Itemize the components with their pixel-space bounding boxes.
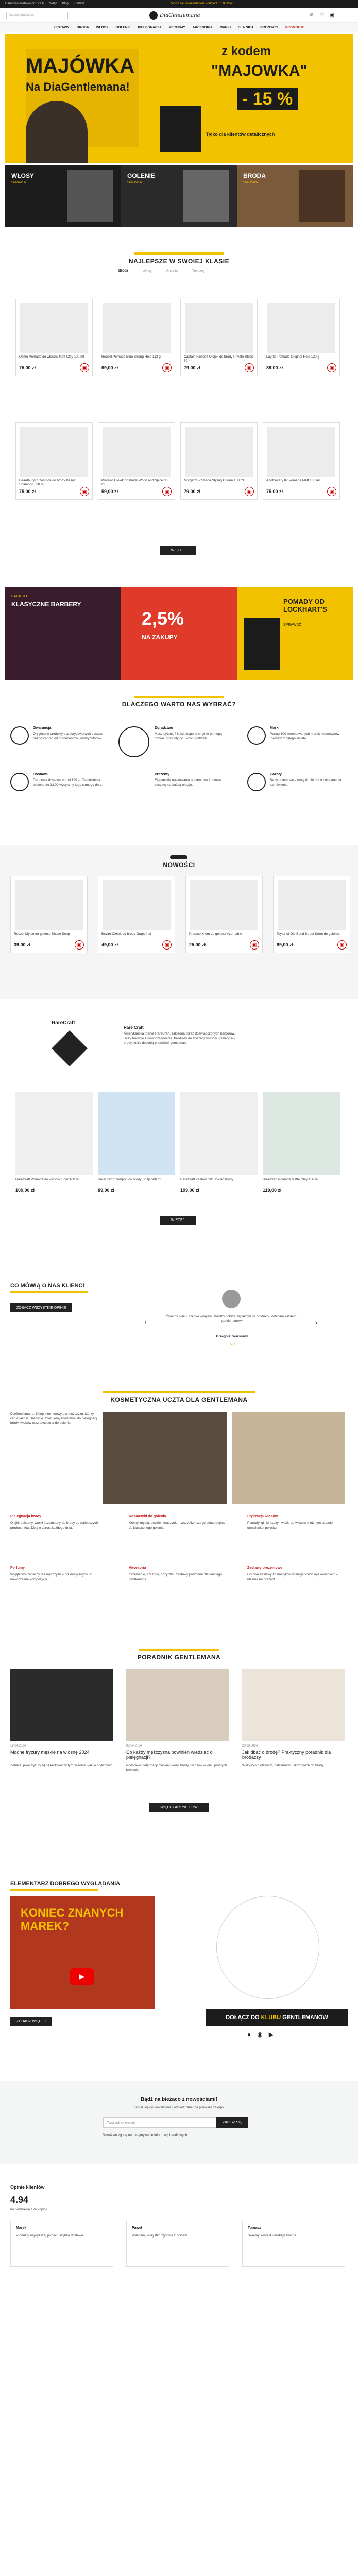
video-section <box>0 1875 358 2061</box>
product-price: 75,00 zł <box>19 365 36 370</box>
truck-icon <box>10 773 29 791</box>
top-link[interactable]: Darmowa dostawa od 199 zł <box>5 2 44 5</box>
product-image[interactable] <box>15 880 83 930</box>
newsletter-subtitle: Zapisz się do newslettera i odbierz rabat na pierwsze zakupy. <box>133 2106 225 2109</box>
product-name[interactable]: Taylor of Old Bond Street Krem do golenia <box>277 932 339 936</box>
sketch-illustration <box>216 1896 319 1999</box>
opinions-section <box>0 2174 358 2329</box>
banner-label: GOLENIE <box>127 172 156 179</box>
banner-cta[interactable]: SPRAWDŹ <box>11 181 27 184</box>
bestsellers-section <box>0 237 358 546</box>
nav-item[interactable]: PROMOCJE <box>285 25 305 29</box>
hero-product-image <box>160 106 201 152</box>
product-name[interactable]: Osmo Pomada do włosów Matt Clay 100 ml <box>19 355 84 359</box>
shield-icon <box>10 726 29 745</box>
more-articles-button[interactable]: WIĘCEJ ARTYKUŁÓW <box>149 1803 209 1812</box>
why-title: Doradztwo <box>155 726 173 730</box>
banner-cta[interactable]: SPRAWDŹ <box>127 181 143 184</box>
add-to-cart-icon[interactable]: ▣ <box>327 487 336 496</box>
product-name[interactable]: Reuzel Pomada Blue Strong Hold 113 g <box>101 355 161 359</box>
article-title[interactable]: Modne fryzury męskie na wiosnę 2024 <box>10 1750 90 1755</box>
article-title[interactable]: Jak dbać o brodę? Praktyczny poradnik dla brodaczy <box>242 1750 331 1760</box>
prev-arrow-icon[interactable]: ‹ <box>144 1319 146 1326</box>
tab-shaving[interactable]: Golenie <box>166 269 178 273</box>
product-card[interactable] <box>263 422 340 500</box>
add-to-cart-icon[interactable]: ▣ <box>162 940 172 950</box>
hero-code-label: z kodem <box>221 44 271 58</box>
article-date: 12.04.2024 <box>10 1744 26 1748</box>
product-card[interactable] <box>15 299 93 376</box>
product-image[interactable] <box>267 427 335 477</box>
opinion-text: Polecam, wszystko zgodnie z opisem. <box>132 2234 189 2238</box>
facebook-icon[interactable]: ● <box>247 2031 251 2038</box>
add-to-cart-icon[interactable]: ▣ <box>162 487 172 496</box>
hero-man-image <box>26 101 88 163</box>
about-col-title: Zestawy prezentowe <box>247 1566 283 1570</box>
product-name[interactable]: Apothecary 87 Pomada Matt 100 ml <box>266 479 320 482</box>
product-card[interactable] <box>10 876 88 953</box>
youtube-icon[interactable]: ▶ <box>268 2031 274 2038</box>
nav-item[interactable]: BRODA <box>76 25 89 29</box>
promo-banner[interactable] <box>237 587 353 680</box>
product-name[interactable]: Proraso Krem do golenia Azur Lime <box>189 932 242 936</box>
brand-product[interactable] <box>180 1092 258 1175</box>
about-col-title: Perfumy <box>10 1566 25 1570</box>
about-image <box>103 1412 227 1504</box>
all-reviews-button[interactable]: ZOBACZ WSZYSTKIE OPINIE <box>10 1303 72 1312</box>
category-banner-shaving[interactable] <box>121 165 237 227</box>
promo-sub: SPRAWDŹ <box>283 623 301 627</box>
join-highlight: KLUBU <box>261 2014 281 2021</box>
review-author: Grzegorz, Warszawa <box>216 1335 249 1338</box>
about-image <box>232 1412 345 1504</box>
nav-item[interactable]: DLA NIEJ <box>237 25 253 29</box>
product-price: 75,00 zł <box>19 489 36 494</box>
product-image[interactable] <box>20 427 88 477</box>
add-to-cart-icon[interactable]: ▣ <box>245 487 254 496</box>
brand-logo-icon <box>52 1030 88 1066</box>
article-date: 05.04.2024 <box>126 1744 142 1748</box>
product-price: 75,00 zł <box>266 489 283 494</box>
promo-banner[interactable] <box>121 587 237 680</box>
add-to-cart-icon[interactable]: ▣ <box>80 363 89 372</box>
section-title: NOWOŚCI <box>163 861 195 869</box>
add-to-cart-icon[interactable]: ▣ <box>75 940 84 950</box>
search-input[interactable]: Szukaj produktów... <box>6 12 68 19</box>
section-title: ELEMENTARZ DOBREGO WYGLĄDANIA <box>10 1880 121 1887</box>
opinions-score: 4.94 <box>10 2195 29 2205</box>
hero-banner[interactable] <box>5 34 353 163</box>
hero-code: "MAJOWKA" <box>211 62 308 79</box>
section-title: DLACZEGO WARTO NAS WYBRAĆ? <box>122 701 236 708</box>
opinion-author: Tomasz <box>248 2226 261 2230</box>
logo-icon[interactable] <box>149 11 158 20</box>
video-more-button[interactable]: ZOBACZ WIĘCEJ <box>10 2017 52 2026</box>
promo-sub: NA ZAKUPY <box>142 634 178 641</box>
article-image[interactable] <box>126 1669 229 1741</box>
about-col-text: Olejki, balsamy, woski i szampony do brody od najlepszych producentów. Dbaj o zarost każdego dnia. <box>10 1521 98 1530</box>
brand-product[interactable] <box>98 1092 175 1175</box>
category-banner-beard[interactable] <box>237 165 353 227</box>
more-button[interactable]: WIĘCEJ <box>160 546 196 555</box>
product-price: 25,00 zł <box>189 942 206 947</box>
product-price: 89,00 zł <box>277 942 294 947</box>
banner-label: BRODA <box>243 172 266 179</box>
brand-section <box>0 1010 358 1257</box>
why-item <box>10 726 113 757</box>
section-title: PORADNIK GENTLEMANA <box>137 1654 221 1661</box>
product-name[interactable]: Layrite Pomada Original Hold 120 g <box>266 355 319 359</box>
product-name[interactable]: RareCraft Zestaw Gift Box do brody <box>180 1178 233 1181</box>
brand-title: Rare Craft <box>124 1025 144 1030</box>
brand-product[interactable] <box>15 1092 93 1175</box>
product-image[interactable] <box>103 303 171 353</box>
play-icon[interactable]: ▶ <box>70 1968 94 1985</box>
product-image[interactable] <box>185 427 253 477</box>
product-price: 109,00 zł <box>15 1188 35 1193</box>
product-name[interactable]: RareCraft Pomada Matte Clay 100 ml <box>263 1178 319 1181</box>
product-name[interactable]: RareCraft Szampon do brody Soap 500 ml <box>98 1178 161 1181</box>
why-title: Marki <box>270 726 280 730</box>
email-field[interactable]: Twój adres e-mail <box>103 2117 216 2128</box>
product-price: 69,00 zł <box>101 365 118 370</box>
product-name[interactable]: Morgan's Pomada Styling Cream 100 ml <box>184 479 244 482</box>
nav-item[interactable]: PREZENTY <box>260 25 279 29</box>
product-card[interactable] <box>98 876 175 953</box>
nav-item[interactable]: GOLENIE <box>115 25 131 29</box>
brand-name: RareCraft <box>52 1020 75 1026</box>
brand-product[interactable] <box>263 1092 340 1175</box>
about-section <box>0 1391 358 1628</box>
instagram-icon[interactable]: ◉ <box>257 2031 263 2038</box>
banner-cta[interactable]: SPRAWDŹ <box>243 181 259 184</box>
tab-hair[interactable]: Włosy <box>142 269 152 273</box>
product-name[interactable]: RareCraft Pomada do włosów Fiber 100 ml <box>15 1178 80 1181</box>
review-quote: Świetny sklep, szybka wysyłka i bardzo dobrze zapakowane produkty. Polecam każdemu gentlemanowi! <box>166 1315 299 1323</box>
product-card[interactable] <box>98 299 175 376</box>
opinions-title: Opinie klientów <box>10 2184 45 2190</box>
star-icon <box>247 726 266 745</box>
why-title: Zwroty <box>270 773 282 776</box>
tab-beard[interactable]: Broda <box>118 269 128 273</box>
gentleman-illustration <box>118 726 149 757</box>
newsletter-title: Bądź na bieżąco z nowościami! <box>141 2097 217 2103</box>
article-text: Wszystko o olejkach, balsamach i szczotkach do brody. <box>242 1764 325 1767</box>
add-to-cart-icon[interactable]: ▣ <box>245 363 254 372</box>
tab-sets[interactable]: Zestawy <box>192 269 205 273</box>
about-col-title: Kosmetyki do golenia <box>129 1515 166 1518</box>
why-item <box>10 773 113 804</box>
opinion-card <box>10 2221 113 2267</box>
product-price: 79,00 zł <box>184 365 201 370</box>
product-price: 199,00 zł <box>180 1188 200 1193</box>
why-text: Eleganckie opakowania prezentowe i gotowe zestawy na każdą okazję. <box>155 778 221 787</box>
next-arrow-icon[interactable]: › <box>315 1319 317 1326</box>
nav-item[interactable]: PIELĘGNACJA <box>138 25 162 29</box>
product-price: 89,00 zł <box>98 1188 115 1193</box>
section-title: CO MÓWIĄ O NAS KLIENCI <box>10 1283 84 1289</box>
nav-item[interactable]: PERFUMY <box>168 25 185 29</box>
nav-item[interactable]: WŁOSY <box>96 25 109 29</box>
category-banner-hair[interactable] <box>5 165 121 227</box>
top-promo: Zapisz się do newslettera i odbierz 10 zł rabatu <box>170 2 235 5</box>
hero-title: MAJÓWKA <box>26 55 135 77</box>
review-card <box>155 1283 309 1360</box>
article-image[interactable] <box>242 1669 345 1741</box>
product-image[interactable] <box>267 303 335 353</box>
product-price: 39,00 zł <box>14 942 31 947</box>
join-title2: GENTLEMANÓW <box>282 2014 328 2021</box>
logo[interactable]: DiaGentlemana <box>160 12 200 19</box>
header <box>0 8 358 23</box>
nav-item[interactable]: ZESTAWY <box>53 25 70 29</box>
product-price: 79,00 zł <box>184 489 201 494</box>
product-card[interactable] <box>180 422 258 500</box>
product-card[interactable] <box>15 422 93 500</box>
product-price: 49,00 zł <box>101 942 118 947</box>
why-text: Masz pytanie? Nasi eksperci chętnie pomogą dobrać produkty do Twoich potrzeb. <box>155 732 222 740</box>
brand-text: Amerykańska marka RareCraft, założona przez doświadczonych barberów, łączy tradycję z nowoczesnością. Produkty do stylizacji włosów i pielęgnacji brody, które docenią prawdziwi gentlemani. <box>124 1032 236 1045</box>
nav-item[interactable]: AKCESORIA <box>192 25 213 29</box>
product-card[interactable] <box>98 422 175 500</box>
nav-item[interactable]: MARKI <box>219 25 231 29</box>
add-to-cart-icon[interactable]: ▣ <box>250 940 259 950</box>
opinion-text: Świetny kontakt i obsługa klienta. <box>248 2234 297 2238</box>
article-date: 28.03.2024 <box>242 1744 258 1748</box>
about-col-title: Stylizacja włosów <box>247 1515 278 1518</box>
join-title: DOŁĄCZ DO <box>226 2014 260 2021</box>
why-text: Darmowa dostawa już od 199 zł. Zamówienia złożone do 13:00 wysyłamy tego samego dnia. <box>33 778 103 787</box>
opinion-author: Paweł <box>132 2226 142 2230</box>
about-intro: DiaGentlemana. Sklep internetowy dla mężczyzn, którzy cenią jakość i tradycję. Oferujemy kosmetyki do pielęgnacji brody, włosów oraz akcesoria do golenia. <box>10 1412 98 1425</box>
why-text: Oryginalne produkty z autoryzowanych dostaw, bezpośrednio od producentów i dystrybutorów. <box>33 732 103 740</box>
why-text: Ponad 100 renomowanych marek kosmetyków męskich z całego świata. <box>270 732 339 740</box>
about-col-title: Akcesoria <box>129 1566 146 1570</box>
article-text: Podstawy pielęgnacji męskiej skóry, brody i włosów w kilku prostych krokach. <box>126 1764 227 1772</box>
add-to-cart-icon[interactable]: ▣ <box>327 363 336 372</box>
why-title: Gwarancja <box>33 726 52 730</box>
heart-icon[interactable]: ♡ <box>319 12 325 18</box>
product-image[interactable] <box>190 880 258 930</box>
product-card[interactable] <box>180 299 258 376</box>
product-image[interactable] <box>278 880 346 930</box>
add-to-cart-icon[interactable]: ▣ <box>80 487 89 496</box>
return-icon <box>247 773 266 791</box>
article-title[interactable]: Co każdy mężczyzna powinien wiedzieć o pielęgnacji? <box>126 1750 213 1760</box>
top-link[interactable]: Blog <box>62 2 69 5</box>
why-section <box>0 696 358 835</box>
about-col-text: Wyjątkowe zapachy dla mężczyzn – od klasycznych po nowoczesne kompozycje. <box>10 1573 92 1581</box>
product-card[interactable] <box>263 299 340 376</box>
user-icon[interactable]: ☺ <box>309 12 315 18</box>
main-nav <box>0 23 358 32</box>
promo-sub: BACK TO <box>11 595 27 598</box>
product-card[interactable] <box>185 876 263 953</box>
product-price: 119,00 zł <box>263 1188 282 1193</box>
hero-note: Tylko dla klientów detalicznych <box>206 132 275 137</box>
mustache-icon <box>170 855 187 859</box>
top-bar <box>0 0 358 8</box>
product-image[interactable] <box>20 303 88 353</box>
product-name[interactable]: Beviro Olejek do brody Grapefruit <box>101 932 151 936</box>
top-link[interactable]: Kontakt <box>73 2 84 5</box>
about-col-text: Gotowe zestawy kosmetyków w eleganckich opakowaniach – idealne na prezent. <box>247 1573 338 1581</box>
avatar <box>222 1290 241 1308</box>
join-banner[interactable] <box>206 2009 348 2026</box>
newsletter-section <box>0 2081 358 2164</box>
more-button[interactable]: WIĘCEJ <box>160 1216 196 1225</box>
product-price: 89,00 zł <box>266 365 283 370</box>
about-col-text: Pomady, glinki, pasty i woski do włosów o różnym stopniu utrwalenia i połysku. <box>247 1521 333 1530</box>
newsletter-consent: Wyrażam zgodę na otrzymywanie informacji handlowych. <box>103 2133 189 2137</box>
promo-label: 2,5% <box>142 608 184 629</box>
product-name[interactable]: Captain Fawcett Olejek do brody Private Stock 50 ml <box>184 355 253 363</box>
article-image[interactable] <box>10 1669 113 1741</box>
product-image[interactable] <box>103 427 171 477</box>
video-title: KONIEC ZNANYCH MAREK? <box>21 1906 124 1933</box>
why-text: Bezproblemowe zwroty do 30 dni od otrzymania zamówienia. <box>270 778 342 787</box>
reviews-section <box>0 1278 358 1381</box>
opinion-card <box>126 2221 229 2267</box>
why-title: Prezenty <box>155 773 170 776</box>
product-name[interactable]: Beardburys Szampon do brody Beard Shampoo 330 ml <box>19 479 75 486</box>
promo-label: POMADY OD LOCKHART'S <box>283 598 327 613</box>
product-name[interactable]: Reuzel Mydło do golenia Shave Soap <box>14 932 70 936</box>
video-player[interactable] <box>10 1896 155 2009</box>
section-title: KOSMETYCZNA UCZTA DLA GENTLEMANA <box>110 1396 248 1403</box>
banner-label: WŁOSY <box>11 172 34 179</box>
product-card[interactable] <box>273 876 350 953</box>
cart-icon[interactable]: ▣ <box>329 12 334 18</box>
section-title: NAJLEPSZE W SWOIEJ KLASIE <box>128 258 230 265</box>
about-col-text: Kremy, mydła, pędzle i maszynki – wszystko, czego potrzebujesz do klasycznego golenia. <box>129 1521 226 1530</box>
guide-section <box>0 1649 358 1865</box>
add-to-cart-icon[interactable]: ▣ <box>337 940 347 950</box>
product-image[interactable] <box>185 303 253 353</box>
article-text: Zobacz, jakie fryzury będą królować w tym sezonie i jak je stylizować. <box>10 1764 113 1767</box>
product-price: 59,00 zł <box>101 489 118 494</box>
hero-discount: - 15 % <box>237 88 298 110</box>
why-title: Dostawa <box>33 773 48 776</box>
product-name[interactable]: Proraso Olejek do brody Wood and Spice 30 ml <box>101 479 168 486</box>
opinion-author: Marek <box>16 2226 27 2230</box>
opinions-count: na podstawie 1245 opinii <box>10 2208 47 2211</box>
hero-subtitle: Na DiaGentlemana! <box>26 80 130 93</box>
promo-label: KLASYCZNE BARBERY <box>11 601 81 608</box>
add-to-cart-icon[interactable]: ▣ <box>162 363 172 372</box>
subscribe-button[interactable]: ZAPISZ SIĘ <box>216 2117 248 2128</box>
opinion-text: Produkty najwyższej jakości, szybka dostawa. <box>16 2234 84 2238</box>
top-link[interactable]: Sklep <box>49 2 57 5</box>
about-col-title: Pielęgnacja brody <box>10 1515 41 1518</box>
review-rating: 5,0 <box>230 1343 235 1346</box>
opinion-card <box>242 2221 345 2267</box>
promo-banner[interactable] <box>5 587 121 680</box>
product-image[interactable] <box>103 880 171 930</box>
about-col-text: Grzebienie, szczotki, nożyczki i zestawy podróżne dla każdego gentlemana. <box>129 1573 223 1581</box>
new-products-section <box>0 845 358 999</box>
